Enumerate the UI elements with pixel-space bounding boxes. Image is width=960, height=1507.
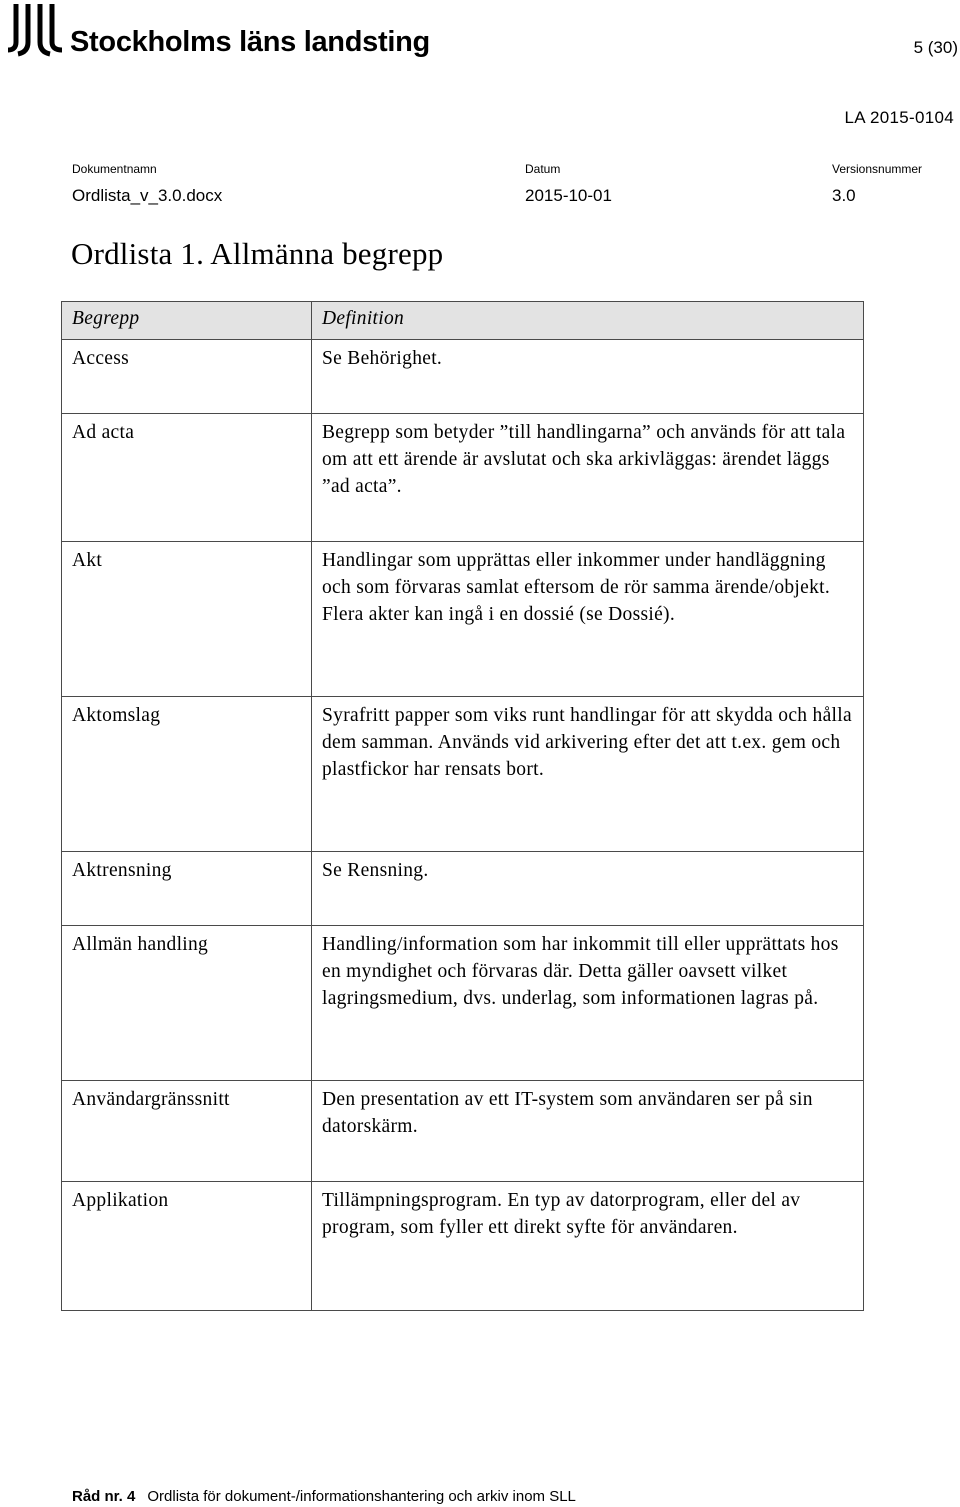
date-label: Datum	[525, 162, 561, 176]
term-cell: Allmän handling	[62, 926, 312, 1081]
term-cell: Aktomslag	[62, 697, 312, 852]
doc-name-label: Dokumentnamn	[72, 162, 157, 176]
table-row	[62, 926, 864, 1081]
table-row	[62, 852, 864, 926]
page-footer	[72, 1488, 576, 1505]
term-cell: Ad acta	[62, 414, 312, 542]
doc-name-value: Ordlista_v_3.0.docx	[72, 186, 223, 205]
table-row	[62, 697, 864, 852]
organization-name: Stockholms läns landsting	[70, 26, 430, 58]
column-header-definition: Definition	[312, 302, 864, 340]
table-row	[62, 1182, 864, 1311]
term-cell: Användargränssnitt	[62, 1081, 312, 1182]
term-cell: Applikation	[62, 1182, 312, 1311]
page-title: Ordlista 1. Allmänna begrepp	[71, 236, 444, 271]
version-label: Versionsnummer	[832, 162, 923, 176]
definition-cell: Begrepp som betyder ”till handlingarna” och används för att tala om att ett ärende är avslutat och ska arkivläggas: ärendet läggs ”ad acta”.	[312, 414, 864, 542]
sll-logo-mark-icon	[4, 2, 66, 58]
sll-logo	[4, 2, 434, 62]
version-value: 3.0	[832, 186, 856, 205]
table-row	[62, 542, 864, 697]
table-row	[62, 340, 864, 414]
page-number: 5 (30)	[913, 38, 958, 57]
table-row	[62, 414, 864, 542]
definition-cell: Handling/information som har inkommit till eller upprättats hos en myndighet och förvaras där. Detta gäller oavsett vilket lagringsmedium, dvs. underlag, som informationen lagras på.	[312, 926, 864, 1081]
term-cell: Aktrensning	[62, 852, 312, 926]
definition-cell: Handlingar som upprättas eller inkommer under handläggning och som förvaras samlat eftersom de rör samma ärende/objekt. Flera akter kan ingå i en dossié (se Dossié).	[312, 542, 864, 697]
definition-cell: Se Behörighet.	[312, 340, 864, 414]
definition-cell: Den presentation av ett IT-system som användaren ser på sin datorskärm.	[312, 1081, 864, 1182]
date-value: 2015-10-01	[525, 186, 612, 205]
definition-cell: Syrafritt papper som viks runt handlingar för att skydda och hålla dem samman. Används vid arkivering efter det att t.ex. gem och plastfickor har rensats bort.	[312, 697, 864, 852]
column-header-term: Begrepp	[62, 302, 312, 340]
table-row	[62, 1081, 864, 1182]
footer-text: Ordlista för dokument-/informationshantering och arkiv inom SLL	[147, 1488, 576, 1505]
term-cell: Access	[62, 340, 312, 414]
definition-cell: Tillämpningsprogram. En typ av datorprogram, eller del av program, som fyller ett direkt syfte för användaren.	[312, 1182, 864, 1311]
footer-label: Råd nr. 4	[72, 1488, 136, 1505]
document-id: LA 2015-0104	[844, 108, 954, 127]
glossary-table	[61, 301, 864, 1311]
definition-cell: Se Rensning.	[312, 852, 864, 926]
term-cell: Akt	[62, 542, 312, 697]
table-header-row	[62, 302, 864, 340]
